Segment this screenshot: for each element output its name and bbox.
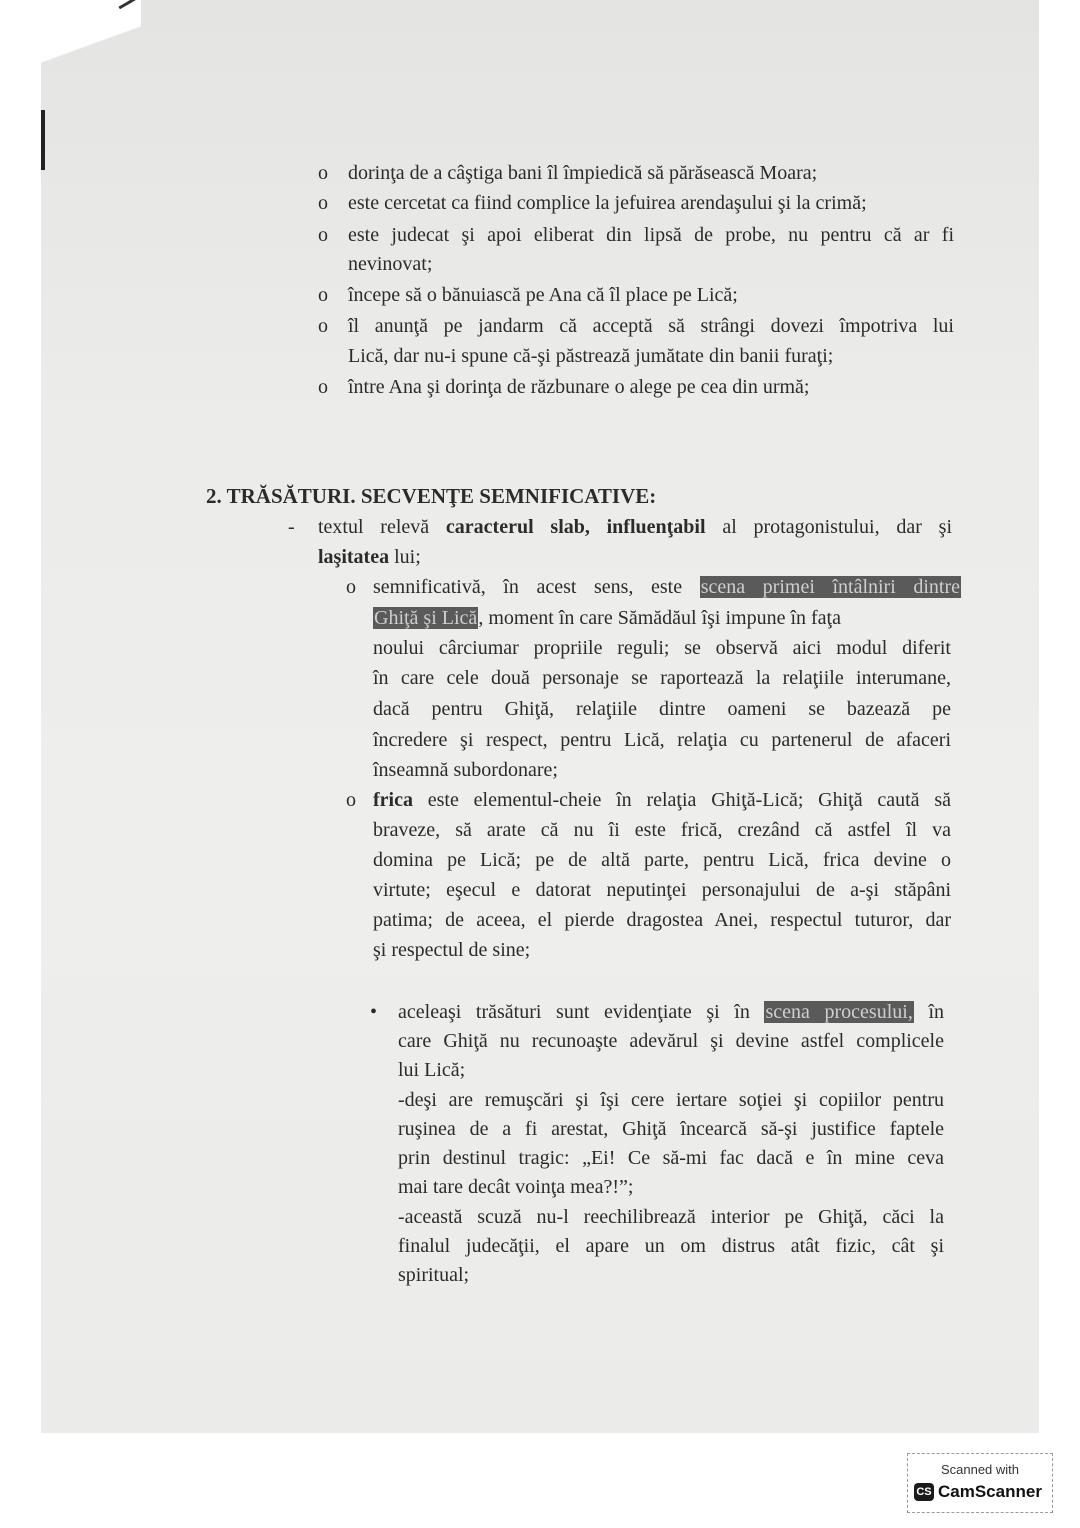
camscanner-logo-icon: CS [914,1483,934,1501]
text: , moment în care Sămădăul îşi impune în faţa [478,607,841,629]
sub-item-line [373,575,961,599]
sub-item-line: virtute; eşecul e datorat neputinţei personajului de a-şi stăpâni [373,879,951,901]
page-corner-fold [41,0,141,140]
sub-item-line: domina pe Lică; pe de altă parte, pentru Lică, frica devine o [373,849,951,871]
highlighted-text: scena primei întâlniri dintre [700,576,961,598]
list-item: îl anunţă pe jandarm că acceptă să strângi dovezi împotriva lui [348,315,954,337]
list-bullet: o [318,315,328,337]
bold-text: caracterul slab, influenţabil [445,516,706,538]
list-bullet: o [318,224,328,246]
list-item-continuation: nevinovat; [348,253,433,275]
sub-item-line [373,788,951,812]
list-item: este cercetat ca fiind complice la jefuirea arendaşului şi la crimă; [348,192,867,214]
sub-item-line: înseamnă subordonare; [373,759,558,781]
watermark-brand: CamScanner [938,1482,1042,1501]
sub-item-line: prin destinul tragic: „Ei! Ce să-mi fac dacă e în mine ceva [398,1147,944,1169]
sub-item-line: spiritual; [398,1264,470,1286]
sub-item-line: în care cele două personaje se raportează la relaţiile interumane, [373,667,951,689]
section-heading: 2. TRĂSĂTURI. SECVENŢE SEMNIFICATIVE: [206,484,657,508]
sub-item-line: şi respectul de sine; [373,939,531,961]
bold-text: laşitatea [318,546,390,568]
page-edge-shadow [41,110,45,170]
text: este elementul-cheie în relaţia Ghiţă-Lică; Ghiţă caută să [427,789,951,811]
highlighted-text: Ghiţă şi Lică [374,607,478,629]
sub-item-line: -această scuză nu-l reechilibrează interior pe Ghiţă, căci la [398,1206,944,1228]
list-bullet: o [318,376,328,398]
sub-item-line: braveze, să arate că nu îi este frică, crezând că astfel îl va [373,819,951,841]
sub-item-line: noului cârciumar propriile reguli; se observă aici modul diferit [373,637,951,659]
text: lui; [394,546,421,568]
watermark-caption: Scanned with [940,1462,1020,1477]
text: aceleaşi trăsături sunt evidenţiate şi în [398,1001,750,1023]
sub-item-line: care Ghiţă nu recunoaşte adevărul şi devine astfel complicele [398,1030,944,1052]
sub-item-line: ruşinea de a fi arestat, Ghiţă încearcă să-şi justifice faptele [398,1118,944,1140]
list-item: începe să o bănuiască pe Ana că îl place pe Lică; [348,284,738,306]
text: al protagonistului, dar şi [722,516,952,538]
list-item: dorinţa de a câştiga bani îl împiedică să părăsească Moara; [348,162,818,184]
sub-item-line: -deşi are remuşcări şi îşi cere iertare soţiei şi copiilor pentru [398,1089,944,1111]
list-bullet: o [318,192,328,214]
list-item: între Ana şi dorinţa de răzbunare o alege pe cea din urmă; [348,376,810,398]
dot-bullet: • [370,1001,378,1023]
text: semnificativă, în acest sens, este [373,576,683,598]
list-item-continuation: Lică, dar nu-i spune că-şi păstrează jumătate din banii furaţi; [348,345,834,367]
sub-item-line: lui Lică; [398,1059,466,1081]
dash-item-line [318,515,952,539]
sub-item-line: dacă pentru Ghiţă, relaţiile dintre oameni se bazează pe [373,698,951,720]
sub-bullet: o [346,576,356,598]
list-bullet: o [318,284,328,306]
bold-text: frica [373,789,413,811]
sub-item-line: finalul judecăţii, el apare un om distrus atât fizic, cât şi [398,1235,944,1257]
sub-item-line: mai tare decât voinţa mea?!”; [398,1176,634,1198]
sub-bullet: o [346,789,356,811]
sub-item-line [373,606,841,630]
list-bullet: o [318,162,328,184]
sub-item-line: încredere şi respect, pentru Lică, relaţia cu partenerul de afaceri [373,729,951,751]
camscanner-watermark [907,1453,1053,1513]
text: textul relevă [318,516,430,538]
list-item: este judecat şi apoi eliberat din lipsă de probe, nu pentru că ar fi [348,224,954,246]
sub-item-line: patima; de aceea, el pierde dragostea Anei, respectul tuturor, dar [373,909,951,931]
highlighted-text: scena procesului, [765,1001,913,1023]
text: în [928,1001,945,1023]
sub-item-line [398,1000,944,1024]
dash-item-line [318,545,421,569]
dash-bullet: - [288,516,295,538]
